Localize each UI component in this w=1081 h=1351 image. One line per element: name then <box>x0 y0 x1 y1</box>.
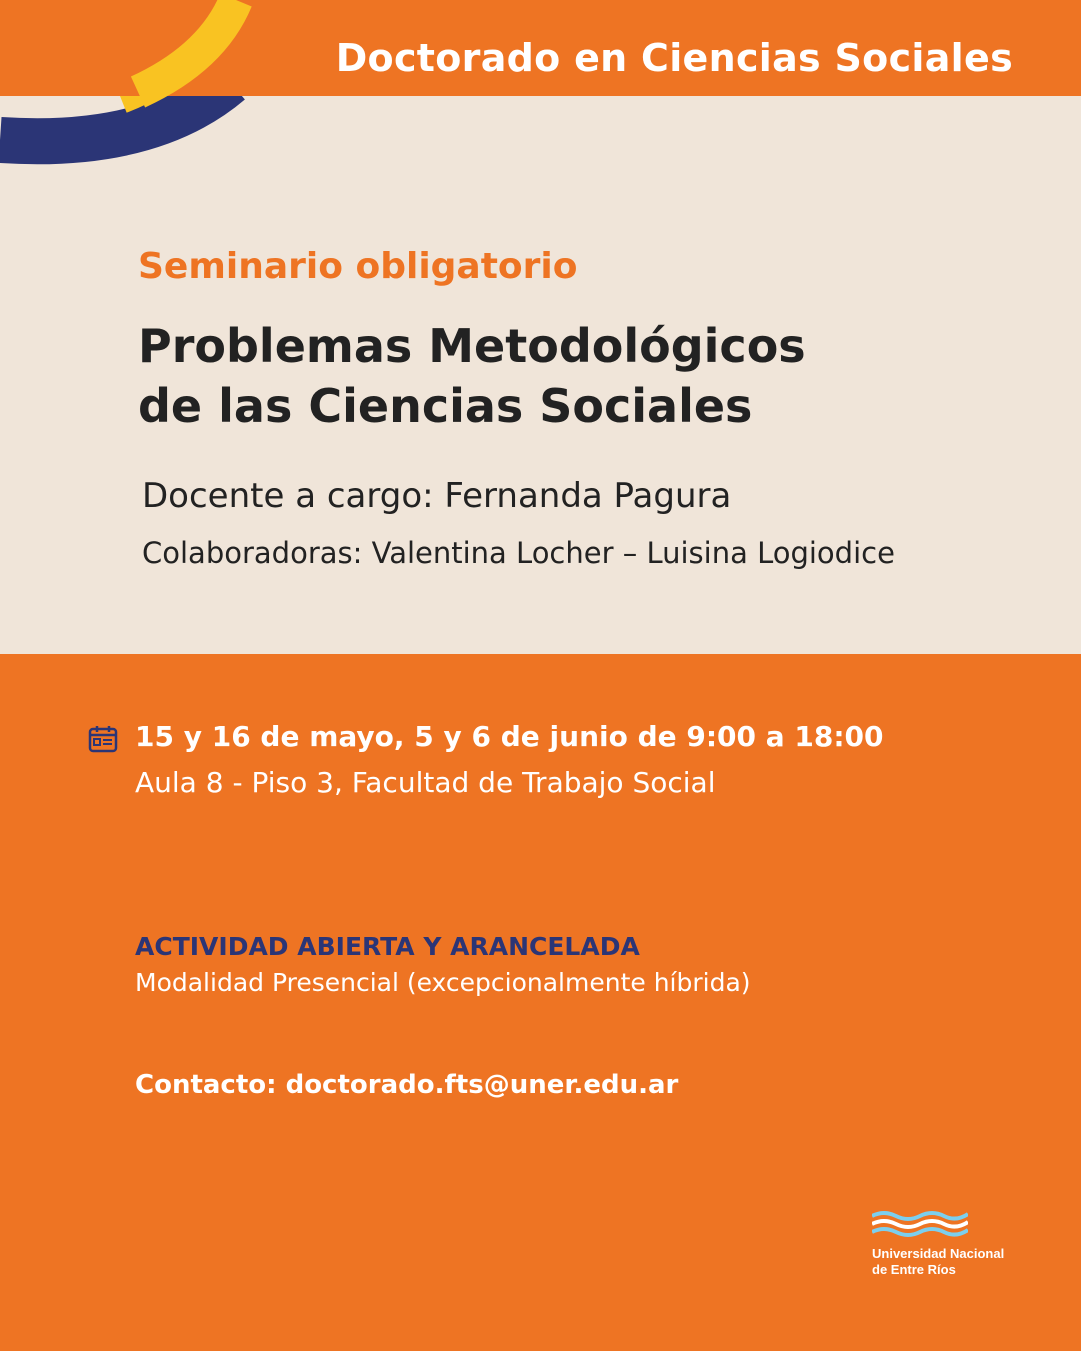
seminar-type: Seminario obligatorio <box>138 246 578 287</box>
logo-line1: Universidad Nacional <box>872 1246 1005 1261</box>
seminar-title <box>138 316 806 436</box>
modality-line: Modalidad Presencial (excepcionalmente híbrida) <box>135 968 751 997</box>
dates-line: 15 y 16 de mayo, 5 y 6 de junio de 9:00 a 18:00 <box>135 720 884 753</box>
logo-text <box>872 1246 1004 1278</box>
seminar-title-line2: de las Ciencias Sociales <box>138 379 753 433</box>
waves-icon <box>872 1208 968 1240</box>
contact-line: Contacto: doctorado.fts@uner.edu.ar <box>135 1070 679 1100</box>
location-line: Aula 8 - Piso 3, Facultad de Trabajo Social <box>135 766 716 799</box>
activity-label: ACTIVIDAD ABIERTA Y ARANCELADA <box>135 932 640 961</box>
collaborators-line: Colaboradoras: Valentina Locher – Luisina Logiodice <box>142 536 895 570</box>
calendar-icon <box>88 724 118 754</box>
seminar-title-line1: Problemas Metodológicos <box>138 319 806 373</box>
program-title: Doctorado en Ciencias Sociales <box>335 36 1013 80</box>
teacher-line: Docente a cargo: Fernanda Pagura <box>142 476 732 516</box>
logo-line2: de Entre Ríos <box>872 1262 956 1277</box>
decorative-arcs <box>0 0 300 200</box>
university-logo <box>872 1208 1032 1288</box>
